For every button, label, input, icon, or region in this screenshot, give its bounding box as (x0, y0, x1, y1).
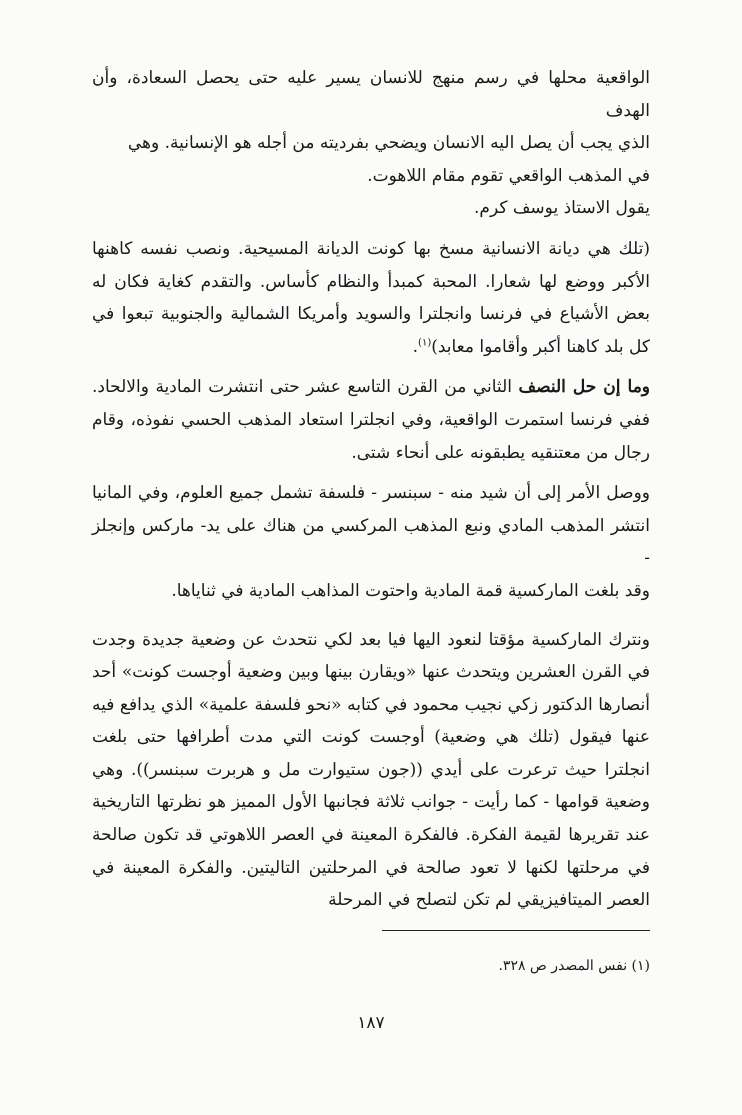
paragraph-3 (92, 233, 650, 363)
paragraph-1-line-3: في المذهب الواقعي تقوم مقام اللاهوت. (367, 165, 650, 186)
quote-text: (تلك هي ديانة الانسانية مسخ بها كونت الديانة المسيحية. ونصب نفسه كاهنها الأكبر ووضع لها شعارا. المحبة كمبدأ والنظام كأساس. والتقدم كغاية فكان له بعض الأشياع في فرنسا وانجلترا والسويد وأمريكا الشمالية والجنوبية تبعوا في كل بلد كاهنا أكبر وأقاموا معابد) (92, 238, 650, 357)
paragraph-4-bold-lead: وما إن حل النصف (518, 377, 651, 398)
paragraph-2: يقول الاستاذ يوسف كرم. (474, 198, 650, 219)
paragraph-4 (92, 371, 650, 469)
paragraph-1-line-1: الواقعية محلها في رسم منهج للانسان يسير عليه حتى يحصل السعادة، وأن الهدف (92, 68, 650, 121)
footnote-divider (382, 930, 650, 931)
page-number: ١٨٧ (357, 1013, 385, 1033)
paragraph-5: ووصل الأمر إلى أن شيد منه - سبنسر - فلسفة تشمل جميع العلوم، وفي المانيا انتشر المذهب المادي ونبع المذهب المركسي من هناك على يد- ماركس وإنجلز - (92, 483, 650, 569)
main-text (92, 62, 650, 917)
footnote: (١) نفس المصدر ص ٣٢٨. (498, 958, 650, 974)
paragraph-6: وقد بلغت الماركسية قمة المادية واحتوت المذاهب المادية في ثناياها. (171, 580, 650, 601)
paragraph-7: ونترك الماركسية مؤقتا لنعود اليها فيا بعد لكي نتحدث عن وضعية جديدة وجدت في القرن العشرين ويتحدث عنها «ويقارن بينها وبين وضعية أوجست كونت» أحد أنصارها الدكتور زكي نجيب محمود في كتابه «نحو فلسفة علمية» الذي يدافع فيه عنها فيقول (تلك هي وضعية) أوجست كونت التي مدت أطرافها حتى بلغت انجلترا حيث ترعرت على أيدي ((جون ستيوارت مل و هربرت سبنسر)). وهي وضعية قوامها - كما رأيت - جوانب ثلاثة فجانبها الأول المميز هو نظرتها التاريخية عند تقريرها لقيمة الفكرة. فالفكرة المعينة في العصر اللاهوتي قد تكون صالحة في مرحلتها لكنها لا تعود صالحة في المرحلتين التاليتين. والفكرة المعينة في العصر الميتافيزيقي لم تكن لتصلح في المرحلة (92, 629, 650, 911)
quote-end: . (412, 336, 419, 357)
footnote-marker: (١) (418, 337, 432, 349)
paragraph-4-body: الثاني من القرن التاسع عشر حتى انتشرت المادية والالحاد. ففي فرنسا استمرت الواقعية، وفي انجلترا استعاد المذهب الحسي نفوذه، وقام رجال من معتنقيه يطبقونه على أنحاء شتى. (92, 377, 650, 463)
paragraph-1-line-2: الذي يجب أن يصل اليه الانسان ويضحي بفرديته من أجله هو الإنسانية. وهي (127, 133, 650, 154)
